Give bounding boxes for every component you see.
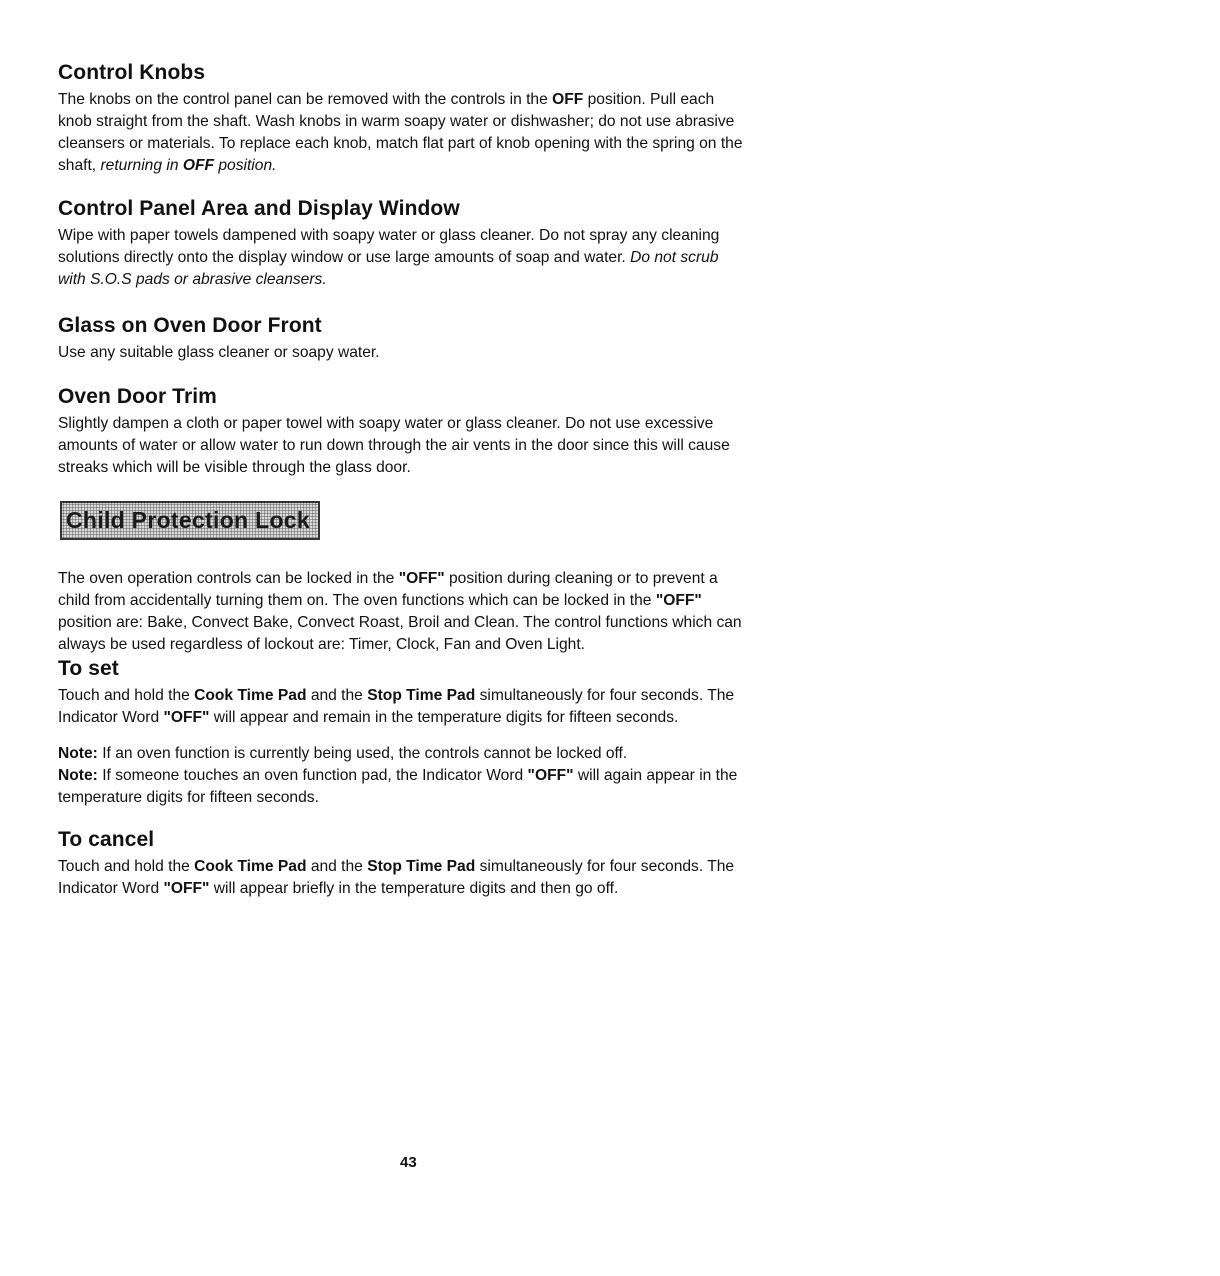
body-bold: "OFF" [527, 767, 574, 784]
section-title: Glass on Oven Door Front [58, 314, 322, 337]
section-control-panel [58, 196, 748, 291]
body-bold: "OFF" [655, 592, 702, 609]
body-italic: position. [214, 157, 277, 174]
page-content [58, 60, 748, 920]
body-text: position are: Bake, Convect Bake, Convect Roast, Broil and Clean. The control functions which can always be used regardless of lockout are: Timer, Clock, Fan and Oven Light. [58, 614, 742, 653]
section-glass-door [58, 313, 748, 364]
body-text: simultaneously for four seconds. The Indicator Word [58, 687, 735, 726]
body-text: and the [306, 858, 368, 875]
body-text: Wipe with paper towels dampened with soapy water or glass cleaner. Do not spray any cleaning solutions directly onto the display window or use large amounts of soap and water. [58, 227, 720, 266]
section-title: To cancel [58, 828, 155, 851]
body-bold: Cook Time Pad [194, 687, 307, 704]
body-text: The knobs on the control panel can be removed with the controls in the [58, 91, 553, 108]
section-body [58, 89, 748, 177]
child-lock-banner: Child Protection Lock [60, 501, 320, 540]
body-bold: OFF [552, 91, 584, 108]
note-label: Note: [58, 745, 98, 762]
section-title: Control Knobs [58, 61, 206, 84]
section-to-set [58, 656, 748, 729]
section-body: Slightly dampen a cloth or paper towel with soapy water or glass cleaner. Do not use excessive amounts of water or allow water to run down through the air vents in the door since this will cause streaks which will be visible through the glass door. [58, 415, 730, 476]
child-lock-banner-wrap [60, 501, 748, 540]
body-bold: Stop Time Pad [367, 687, 476, 704]
body-italic: Do not scrub with S.O.S pads or abrasive cleansers. [58, 249, 719, 288]
section-body [58, 856, 748, 900]
section-title: Oven Door Trim [58, 385, 217, 408]
body-text: Touch and hold the [58, 687, 195, 704]
section-title: To set [58, 657, 119, 680]
body-bold-italic: OFF [182, 157, 215, 174]
body-text: simultaneously for four seconds. The Indicator Word [58, 858, 735, 897]
section-body [58, 685, 748, 729]
body-text: Touch and hold the [58, 858, 195, 875]
body-italic: returning in [100, 157, 183, 174]
note-label: Note: [58, 767, 98, 784]
body-bold: "OFF" [163, 709, 210, 726]
section-title: Control Panel Area and Display Window [58, 197, 460, 220]
body-bold: "OFF" [163, 880, 210, 897]
note [58, 743, 748, 765]
body-text: position. Pull each knob straight from the shaft. Wash knobs in warm soapy water or dishwasher; do not use abrasive cleansers or materials. To replace each knob, match flat part of knob opening with the spring on the shaft, [58, 91, 743, 174]
section-body: Use any suitable glass cleaner or soapy water. [58, 344, 380, 361]
body-bold: Cook Time Pad [194, 858, 307, 875]
section-body [58, 225, 748, 291]
note-text: will again appear in the temperature digits for fifteen seconds. [58, 767, 738, 806]
body-text: will appear and remain in the temperature digits for fifteen seconds. [209, 709, 679, 726]
note-text: If someone touches an oven function pad, the Indicator Word [97, 767, 528, 784]
section-to-cancel [58, 827, 748, 900]
body-text: The oven operation controls can be locked in the [58, 570, 399, 587]
child-lock-intro [58, 568, 748, 656]
note-text: If an oven function is currently being used, the controls cannot be locked off. [97, 745, 628, 762]
section-control-knobs [58, 60, 748, 177]
body-bold: Stop Time Pad [367, 858, 476, 875]
body-bold: "OFF" [398, 570, 445, 587]
body-text: position during cleaning or to prevent a child from accidentally turning them on. The oven functions which can be locked in the [58, 570, 718, 609]
body-text: will appear briefly in the temperature digits and then go off. [209, 880, 619, 897]
section-door-trim [58, 384, 748, 479]
body-text: and the [306, 687, 368, 704]
note [58, 765, 748, 809]
page-number: 43 [400, 1154, 417, 1171]
